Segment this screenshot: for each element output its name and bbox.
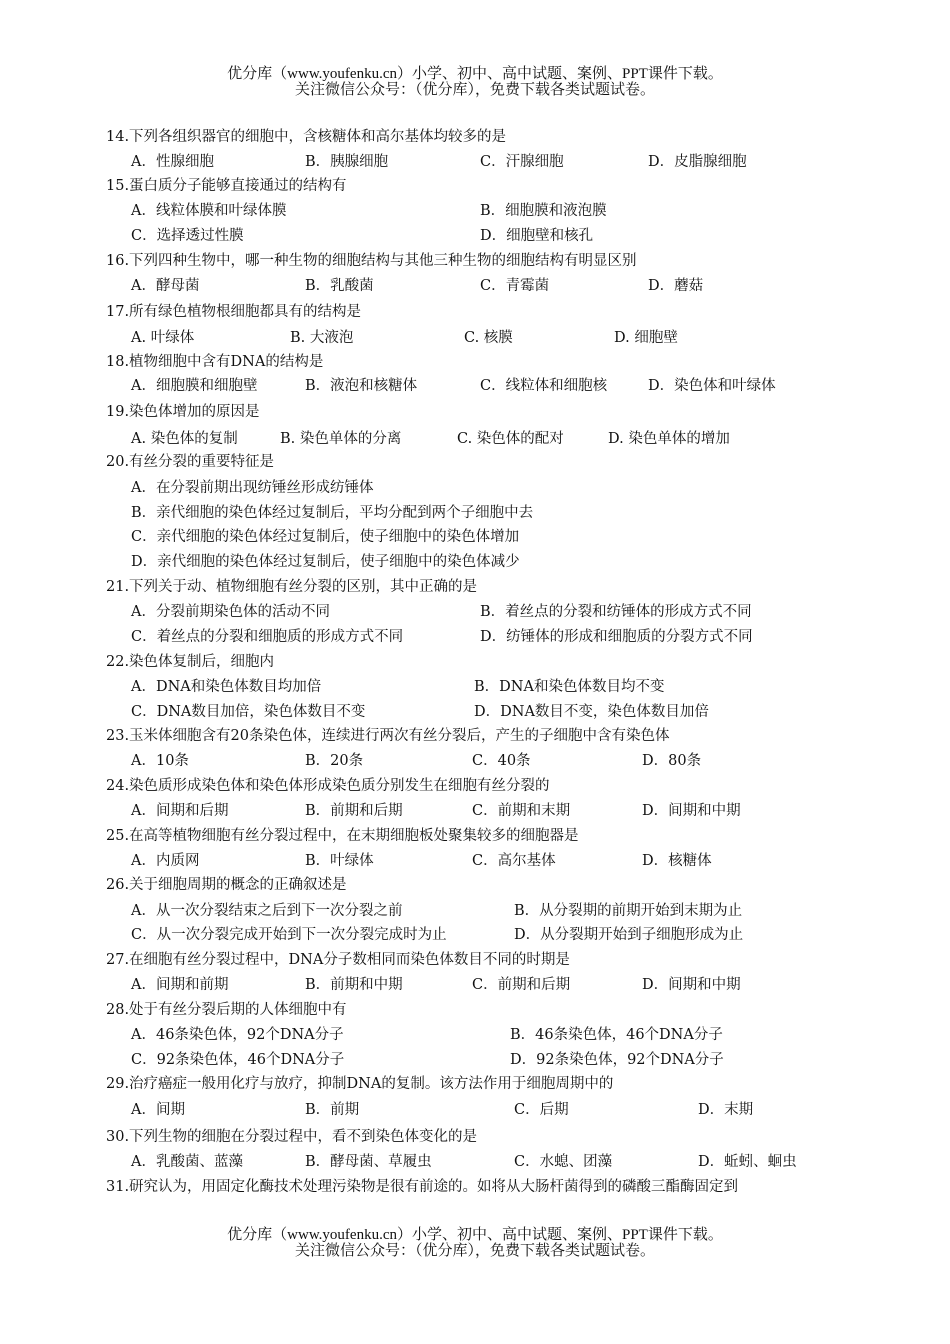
answer-option: A．线粒体膜和叶绿体膜 <box>131 203 287 219</box>
answer-option: C．DNA数目加倍，染色体数目不变 <box>131 704 366 720</box>
answer-option: C．前期和末期 <box>472 803 571 819</box>
answer-option: A．在分裂前期出现纺锤丝形成纺锤体 <box>131 480 374 496</box>
header-line-1: 优分库（www.youfenku.cn）小学、初中、高中试题、案例、PPT课件下载。 <box>227 66 723 82</box>
answer-option: A．间期 <box>131 1102 185 1118</box>
question-stem: 28.处于有丝分裂后期的人体细胞中有 <box>106 1002 347 1018</box>
answer-option: A．乳酸菌、蓝藻 <box>131 1154 243 1170</box>
answer-option: C．选择透过性膜 <box>131 228 244 244</box>
answer-option: D．间期和中期 <box>642 803 741 819</box>
question-stem: 22.染色体复制后，细胞内 <box>106 654 275 670</box>
answer-option: B．液泡和核糖体 <box>305 378 418 394</box>
answer-option: D．细胞壁和核孔 <box>480 228 594 244</box>
answer-option: C. 核膜 <box>464 330 513 346</box>
footer-line-2: 关注微信公众号：（优分库），免费下载各类试题试卷。 <box>294 1243 655 1259</box>
answer-option: C．40条 <box>472 753 531 769</box>
answer-option: C．水螅、团藻 <box>514 1154 613 1170</box>
question-stem: 23.玉米体细胞含有20条染色体，连续进行两次有丝分裂后，产生的子细胞中含有染色体 <box>106 728 670 744</box>
answer-option: D．皮脂腺细胞 <box>648 154 747 170</box>
answer-option: B．46条染色体，46个DNA分子 <box>510 1027 723 1043</box>
answer-option: B. 大液泡 <box>290 330 354 346</box>
answer-option: C．高尔基体 <box>472 853 556 869</box>
answer-option: B. 染色单体的分离 <box>280 431 402 447</box>
page-footer <box>0 1227 950 1259</box>
answer-option: D．核糖体 <box>642 853 712 869</box>
answer-option: C．青霉菌 <box>480 278 550 294</box>
answer-option: B．酵母菌、草履虫 <box>305 1154 432 1170</box>
answer-option: D. 染色单体的增加 <box>608 431 730 447</box>
answer-option: C．前期和后期 <box>472 977 571 993</box>
answer-option: B．前期 <box>305 1102 360 1118</box>
answer-option: B．胰腺细胞 <box>305 154 389 170</box>
answer-option: A. 染色体的复制 <box>131 431 238 447</box>
footer-line-1: 优分库（www.youfenku.cn）小学、初中、高中试题、案例、PPT课件下载。 <box>227 1227 723 1243</box>
answer-option: A．从一次分裂结束之后到下一次分裂之前 <box>131 903 403 919</box>
question-stem: 18.植物细胞中含有DNA的结构是 <box>106 354 324 370</box>
question-stem: 29.治疗癌症一般用化疗与放疗，抑制DNA的复制。该方法作用于细胞周期中的 <box>106 1076 614 1092</box>
answer-option: A．细胞膜和细胞壁 <box>131 378 258 394</box>
answer-option: B．前期和后期 <box>305 803 403 819</box>
answer-option: B．从分裂期的前期开始到末期为止 <box>514 903 743 919</box>
answer-option: C. 染色体的配对 <box>457 431 564 447</box>
answer-option: C．后期 <box>514 1102 569 1118</box>
answer-option: D．蘑菇 <box>648 278 704 294</box>
answer-option: A．间期和后期 <box>131 803 229 819</box>
question-stem: 15.蛋白质分子能够直接通过的结构有 <box>106 178 347 194</box>
answer-option: D．末期 <box>698 1102 754 1118</box>
answer-option: D．蚯蚓、蛔虫 <box>698 1154 797 1170</box>
question-stem: 19.染色体增加的原因是 <box>106 404 260 420</box>
answer-option: B．着丝点的分裂和纺锤体的形成方式不同 <box>480 604 752 620</box>
question-stem: 27.在细胞有丝分裂过程中，DNA分子数相同而染色体数目不同的时期是 <box>106 952 570 968</box>
question-stem: 30.下列生物的细胞在分裂过程中，看不到染色体变化的是 <box>106 1129 478 1145</box>
answer-option: D．亲代细胞的染色体经过复制后，使子细胞中的染色体减少 <box>131 554 520 570</box>
answer-option: D．80条 <box>642 753 702 769</box>
answer-option: A．间期和前期 <box>131 977 229 993</box>
answer-option: D．染色体和叶绿体 <box>648 378 776 394</box>
header-line-2: 关注微信公众号：（优分库），免费下载各类试题试卷。 <box>294 82 655 98</box>
answer-option: D．92条染色体，92个DNA分子 <box>510 1052 724 1068</box>
question-stem: 25.在高等植物细胞有丝分裂过程中，在末期细胞板处聚集较多的细胞器是 <box>106 828 579 844</box>
answer-option: B．细胞膜和液泡膜 <box>480 203 607 219</box>
answer-option: C．从一次分裂完成开始到下一次分裂完成时为止 <box>131 927 447 943</box>
answer-option: C．汗腺细胞 <box>480 154 564 170</box>
question-stem: 24.染色质形成染色体和染色体形成染色质分别发生在细胞有丝分裂的 <box>106 778 550 794</box>
answer-option: C．亲代细胞的染色体经过复制后，使子细胞中的染色体增加 <box>131 529 520 545</box>
answer-option: B．前期和中期 <box>305 977 403 993</box>
answer-option: A．性腺细胞 <box>131 154 214 170</box>
answer-option: D．DNA数目不变，染色体数目加倍 <box>474 704 709 720</box>
question-stem: 16.下列四种生物中，哪一种生物的细胞结构与其他三种生物的细胞结构有明显区别 <box>106 253 637 269</box>
answer-option: A．DNA和染色体数目均加倍 <box>131 679 322 695</box>
answer-option: C．92条染色体，46个DNA分子 <box>131 1052 345 1068</box>
answer-option: D. 细胞壁 <box>614 330 678 346</box>
answer-option: C．线粒体和细胞核 <box>480 378 608 394</box>
answer-option: A. 叶绿体 <box>131 330 195 346</box>
answer-option: B．叶绿体 <box>305 853 374 869</box>
answer-option: B．乳酸菌 <box>305 278 374 294</box>
answer-option: C．着丝点的分裂和细胞质的形成方式不同 <box>131 629 404 645</box>
answer-option: B．亲代细胞的染色体经过复制后，平均分配到两个子细胞中去 <box>131 505 534 521</box>
question-stem: 17.所有绿色植物根细胞都具有的结构是 <box>106 304 362 320</box>
question-stem: 20.有丝分裂的重要特征是 <box>106 454 275 470</box>
answer-option: D．从分裂期开始到子细胞形成为止 <box>514 927 744 943</box>
question-stem: 21.下列关于动、植物细胞有丝分裂的区别，其中正确的是 <box>106 579 478 595</box>
answer-option: A．10条 <box>131 753 189 769</box>
answer-option: B．20条 <box>305 753 364 769</box>
answer-option: A．内质网 <box>131 853 200 869</box>
answer-option: D．间期和中期 <box>642 977 741 993</box>
question-stem: 26.关于细胞周期的概念的正确叙述是 <box>106 877 347 893</box>
answer-option: A．酵母菌 <box>131 278 200 294</box>
question-stem: 31.研究认为，用固定化酶技术处理污染物是很有前途的。如将从大肠杆菌得到的磷酸三酯酶固定到 <box>106 1179 739 1195</box>
answer-option: A．46条染色体，92个DNA分子 <box>131 1027 344 1043</box>
answer-option: D．纺锤体的形成和细胞质的分裂方式不同 <box>480 629 753 645</box>
question-stem: 14.下列各组织器官的细胞中，含核糖体和高尔基体均较多的是 <box>106 129 507 145</box>
answer-option: A．分裂前期染色体的活动不同 <box>131 604 330 620</box>
answer-option: B．DNA和染色体数目均不变 <box>474 679 665 695</box>
page-header <box>0 66 950 98</box>
